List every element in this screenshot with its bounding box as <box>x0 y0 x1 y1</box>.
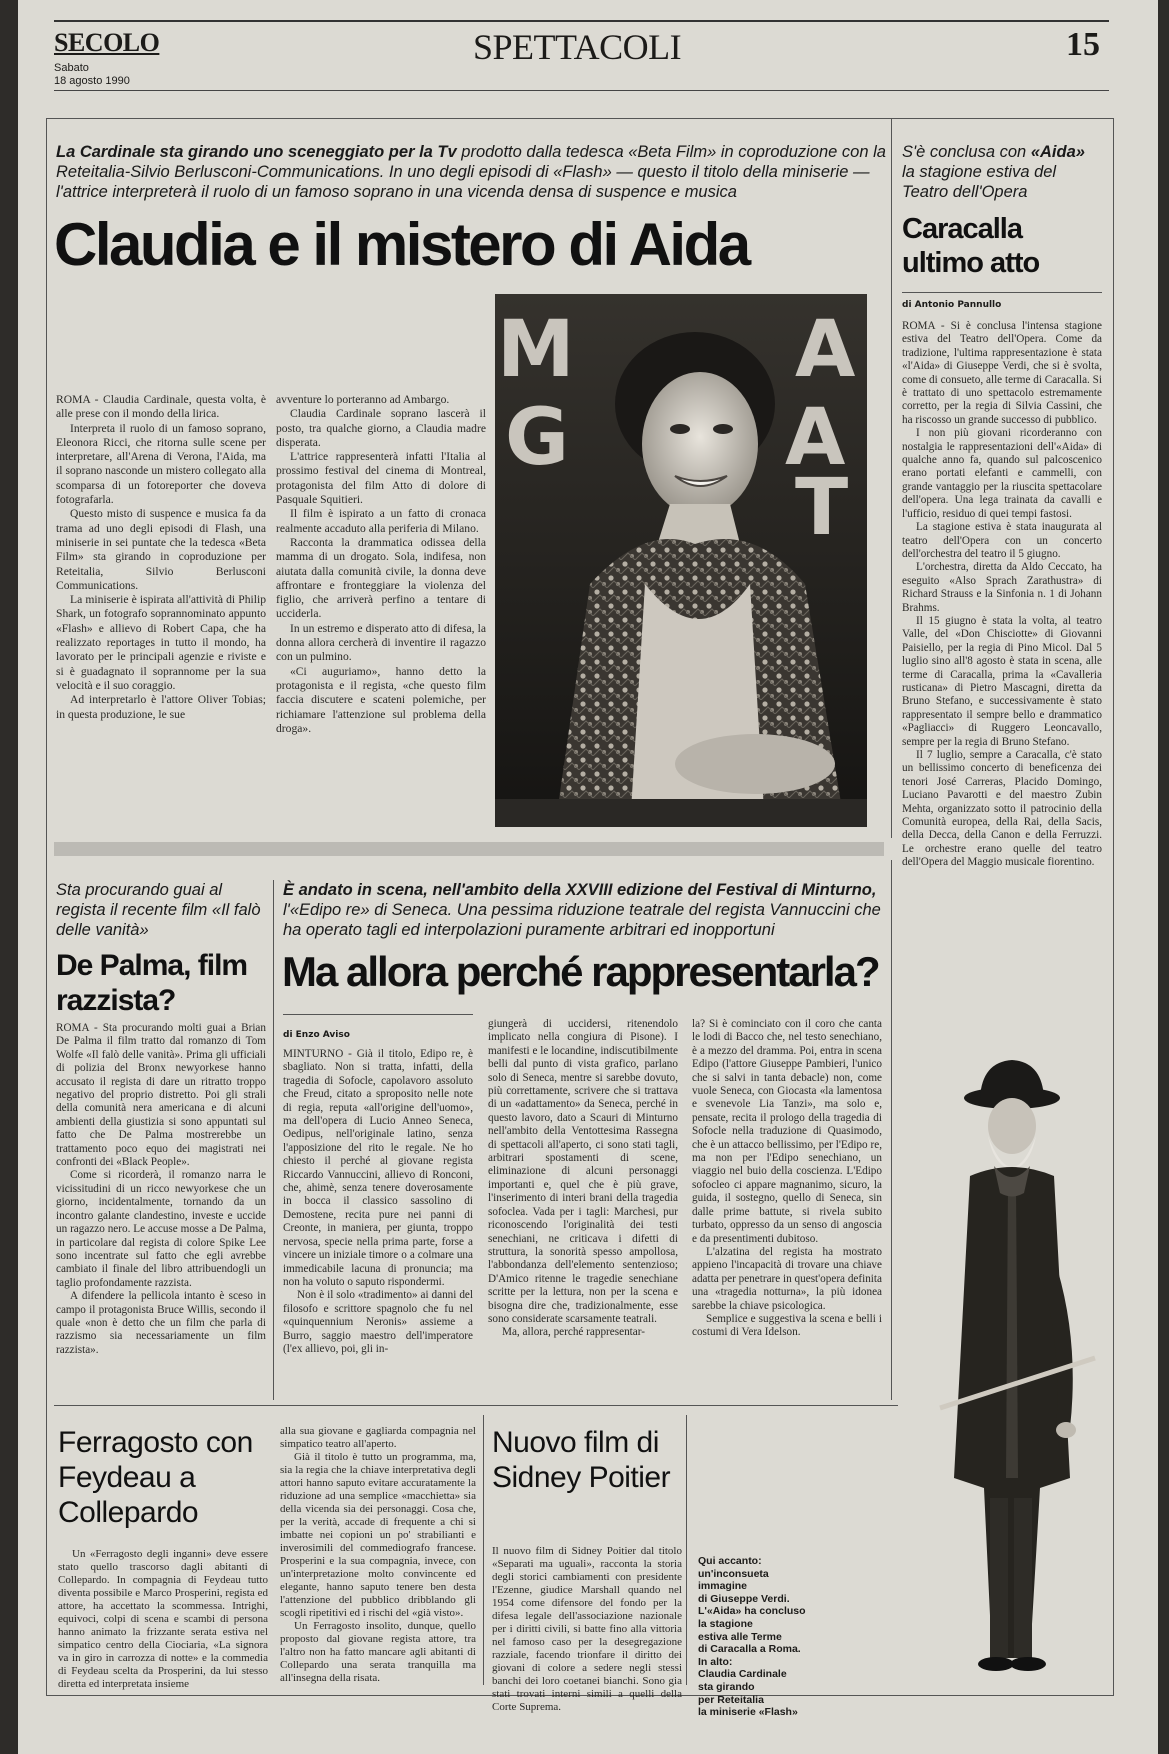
caption-line: di Giuseppe Verdi. <box>698 1592 790 1605</box>
edipo-paragraph: L'alzatina del regista ha mostrato appieno l'incapacità di trovare una chiave adatta per penetrare in quest'opera definita una «tragedia notturna», la più idonea sarebbe la chiave psicologica. <box>692 1245 882 1312</box>
backdrop-letter: A <box>795 305 856 395</box>
edipo-paragraph: Semplice e suggestiva la scena e belli i costumi di Vera Idelson. <box>692 1312 882 1339</box>
lead-paragraph: Questo misto di suspence e musica fa da trama ad uno degli episodi di Flash, una miniserie in sei puntate che la tedesca «Beta Film» sta girando in coproduzione per Reteitalia, Silvio Berlusconi Communications. <box>56 507 266 592</box>
caracalla-kicker-pre: S'è conclusa con <box>902 143 1031 161</box>
ferragosto-paragraph: alla sua giovane e gagliarda compagnia nel simpatico teatro all'aperto. <box>280 1425 476 1450</box>
top-rule <box>54 20 1109 22</box>
cardinale-photo-art <box>495 294 867 827</box>
caption-line: Qui accanto: <box>698 1555 762 1567</box>
caracalla-text <box>902 320 1102 870</box>
caption-line: di Caracalla a Roma. <box>698 1643 801 1656</box>
section-band <box>54 842 884 856</box>
caracalla-kicker-bold: «Aida» <box>1030 143 1085 161</box>
depalma-paragraph: A difendere la pellicola intanto è sceso in campo il protagonista Bruce Willis, secondo il quale «non è detto che un film che parla di razzismo sia necessariamente un film razzista». <box>56 1290 266 1356</box>
caracalla-kicker-rest: la stagione estiva del Teatro dell'Opera <box>902 163 1057 201</box>
edipo-column-3 <box>692 1018 882 1340</box>
caracalla-kicker <box>902 142 1102 202</box>
edipo-column-2 <box>488 1018 678 1340</box>
edipo-paragraph: la? Si è cominciato con il coro che canta le lodi di Bacco che, nel testo senechiano, è a mezzo del dramma. Poi, entra in scena Edipo (l'attore Giuseppe Pambieri, l'unico che si salvi in tanta debacle) non, come vuole Seneca, con Giocasta «la lamentosa e svenevole Lia Tanzi», ma solo e, pensate, recita il prologo della tragedia di Sofocle nella traduzione di Quasimodo, che è un attacco bellissimo, per l'Edipo re, ma non per l'Edipo senechiano, un viaggio nel buio della coscienza. L'Edipo sofocleo ci appare magnanimo, sicuro, la guida, il sostegno, quello di Seneca, sin dalle prime battute, si rivela subito turbato, oppresso da un senso di angoscia e da presentimenti dubitoso. <box>692 1018 882 1245</box>
edipo-kicker-line-1: È andato in scena, nell'ambito della XXVIII edizione del Festival di Minturno, <box>283 881 877 899</box>
lead-kicker-bold: La Cardinale sta girando uno sceneggiato per la Tv <box>56 143 457 161</box>
lead-column-2 <box>276 393 486 736</box>
caracalla-paragraph: La stagione estiva è stata inaugurata al teatro dell'Opera con un concerto dell'orchestra del teatro il 5 giugno. <box>902 521 1102 560</box>
lead-headline: Claudia e il mistero di Aida <box>54 211 749 278</box>
backdrop-letter: G <box>505 393 570 483</box>
edipo-paragraph: giungerà di uccidersi, ritenendolo implicato nella congiura di Pisone). I manifesti e le locandine, indiscutibilmente belli dal punto di vista grafico, parlano solo di Seneca, mentre si sarebbe dovuto, più correttamente, scrivere che si trattava di un «adattamento» da Seneca, perché in questo lavoro, dato a Scauri di Minturno nell'ambito della Ventottesima Rassegna di spettacoli all'aperto, ci sono stati tagli, arbitrari spostamenti di scene, eliminazione di alcuni personaggi importanti e, quel che è più grave, l'inserimento di interi brani della tragedia sofoclea. Vada per i tagli: Marchesi, pur riconoscendo l'originalità dei testi senechiani, ne criticava i difetti di struttura, la sonorità spesso ampollosa, l'abbondanza dell'elemento sentenzioso; D'Amico ritenne le tragedie senechiane scritte per la lettura, non per la scena e bisogna dire che, tradizionalmente, esse sono considerate scarsamente teatrali. <box>488 1018 678 1325</box>
column-rule <box>686 1415 687 1685</box>
newspaper-logo: SECOLO <box>54 28 160 57</box>
lead-paragraph: Claudia Cardinale soprano lascerà il posto, tra qualche giorno, a Claudia madre disperata. <box>276 407 486 449</box>
edipo-paragraph: Non è il solo «tradimento» ai danni del filosofo e scrittore spagnolo che fu nel «quinquennium Neronis» assieme a Burro, saggio maestro dell'imperatore (l'ex allievo, poi, gli in- <box>283 1289 473 1355</box>
edipo-column-1 <box>283 1048 473 1356</box>
edipo-kicker-line-2: l'«Edipo re» di Seneca. Una pessima riduzione teatrale del regista Vannuccini che ha operato tagli ed interpolazioni puramente arbitrari ed inopportuni <box>283 901 881 939</box>
lead-kicker-rest: prodotto dalla tedesca «Beta Film» in coproduzione con la Reteitalia-Silvio Berlusconi-Communications. In uno degli episodi di «Flash» — questo il titolo della miniserie — l'attrice interpreterà il ruolo di un famoso soprano in una vicenda densa di suspence e musica <box>56 143 886 201</box>
edipo-headline: Ma allora perché rappresentarla? <box>282 948 879 995</box>
section-rule <box>54 1405 898 1406</box>
edipo-paragraph: MINTURNO - Già il titolo, Edipo re, è sbagliato. Non si tratta, infatti, della tragedia di Sofocle, capolavoro assoluto che Freud, citato a sproposito nelle note di regia, reputa «all'origine dell'uomo», ma dell'opera di Lucio Anneo Seneca, Oedipus, nell'originale latino, senza l'apposizione del rito le regale. Ne ho chiesto il perché al giovane regista Riccardo Vannuccini, allievo di Ronconi, che, ahimè, senza tenere doverosamente in bocca il classico sassolino di Demostene, recita pure nei panni di Creonte, in maniera, per giunta, troppo nervosa, specie nella prima parte, forse a vincere un iniziale timore o a colmare una immedicabile lacuna di pronuncia; ma non ha voluto o saputo rispondermi. <box>283 1048 473 1288</box>
column-rule <box>483 1415 484 1685</box>
depalma-paragraph: Come si ricorderà, il romanzo narra le vicissitudini di un ricco newyorkese che un giorno, incidentalmente, tornando da un incontro galante clandestino, investe e uccide un ragazzo nero. Le accuse mosse a De Palma, in particolare dal regista di colore Spike Lee sono incentrate sul fatto che egli avrebbe cambiato il finale del libro attribuendogli un taglio profondamente razzista. <box>56 1169 266 1289</box>
backdrop-letter: T <box>795 463 849 553</box>
lead-column-1 <box>56 393 266 722</box>
photo-caption <box>698 1555 838 1719</box>
caption-line: estiva alle Terme <box>698 1630 782 1643</box>
backdrop-letter: A <box>785 393 846 483</box>
lead-paragraph: Interpreta il ruolo di un famoso soprano, Eleonora Ricci, che ritorna sulle scene per interpretare, all'Arena di Verona, l'Aida, ma il soprano nasconde un mistero collegato alla scomparsa di un fotoreporter che doveva fotografarla. <box>56 421 266 507</box>
caracalla-paragraph: I non più giovani ricorderanno con nostalgia le rappresentazioni dell'«Aida» di qualche anno fa, quando sul palcoscenico erano portati elefanti e cammelli, con grande vantaggio per la riuscita spettacolare dell'opera. Una lega trainata da cavalli e l'ufficio, residuo di quei tempi fastosi. <box>902 427 1102 520</box>
caption-line: In alto: <box>698 1655 733 1668</box>
depalma-kicker: Sta procurando guai al regista il recente film «Il falò delle vanità» <box>56 881 261 939</box>
caracalla-paragraph: Il 7 luglio, sempre a Caracalla, c'è stato un bellissimo concerto di beneficenza dei tenori José Carreras, Placido Domingo, Luciano Pavarotti e del maestro Zubin Mehta, organizzato sotto il patrocinio della Comunità europea, della Rai, della Sacis, della Decca, della Canon e della Ferruzzi. Le orchestre erano quelle del teatro dell'Opera del Maggio musicale fiorentino. <box>902 749 1102 869</box>
newspaper-page <box>18 0 1158 1754</box>
ferragosto-paragraph: Un «Ferragosto degli inganni» deve essere stato quello trascorso dagli abitanti di Collepardo. In compagnia di Feydeau tutto diventa possibile e Marco Prosperini, regista ed attore, ha accettato la scommessa. Intrighi, equivoci, colpi di scena e scambi di persona hanno animato la frizzante serata estiva nel simpatico centro della Ciociaria, «La signora va in giro in carrozza di notte» e la commedia di Feydeau scelta da Prosperini, da lui stesso diretta ed interpretata insieme <box>58 1548 268 1690</box>
lead-paragraph: Il film è ispirato a un fatto di cronaca realmente accaduto alla periferia di Milano. <box>276 507 486 535</box>
backdrop-letter: M <box>497 305 575 395</box>
ferragosto-paragraph: Un Ferragosto insolito, dunque, quello proposto dal giovane regista attore, tra l'altro non ha fatto mancare agli abitanti di Collepardo una serata tranquilla ma all'insegna della risata. <box>280 1620 476 1684</box>
ferragosto-paragraph: Già il titolo è tutto un programma, ma, sia la regia che la chiave interpretativa degli attori hanno saputo evitare accuratamente la riduzione ad una semplice «macchietta» sia della vicenda sia dei personaggi. Cosa che, per la verità, accade di frequente a chi si imbatte nei copioni un po' strabilianti e inverosimili del commediografo francese. Prosperini e la sua compagnia, invece, con un'interpretazione molto convincente ed elegante, hanno saputo tenere ben desta l'attenzione del pubblico dribblando gli scogli ripetitivi ed i rischi del «già visto». <box>280 1451 476 1619</box>
page-number: 15 <box>1066 26 1100 63</box>
byline-rule <box>902 292 1102 293</box>
poitier-paragraph: Il nuovo film di Sidney Poitier dal titolo «Separati ma uguali», racconta la storia degli storici cambiamenti con presidente l'Ezenne, giudice Marshall quando nel 1954 come difensore del fondo per la difesa legale dell'associazione nazionale per i diritti civili, si batte fino alla vittoria nel famoso caso per la desegregazione razziale, facendo trionfare il diritto dei giovani di colore a sedere negli stessi banchi dei loro coetanei bianchi. Sono gia stati trovati interni simili a quelli della Corte Suprema. <box>492 1545 682 1713</box>
lead-paragraph: L'attrice rappresenterà infatti l'Italia al prossimo festival del cinema di Montreal, protagonista del film Atto di dolore di Pasquale Squitieri. <box>276 450 486 507</box>
column-rule <box>273 880 274 1400</box>
verdi-photo <box>920 1058 1108 1718</box>
caption-line: sta girando <box>698 1680 755 1693</box>
lead-paragraph: In un estremo e disperato atto di difesa, la donna allora cercherà di inventire il ragazzo con un pulmino. <box>276 621 486 664</box>
ferragosto-headline: Ferragosto con Feydeau a Collepardo <box>58 1426 253 1529</box>
lead-paragraph: La miniserie è ispirata all'attività di Philip Shark, un fotografo soprannominato appunto «Flash» e allievo di Robert Capa, che ha realizzato reportages in tutto il mondo, ha lavorato per le principali agenzie e riviste e si è guadagnato il soprannome per la sua velocità e il suo coraggio. <box>56 593 266 692</box>
lead-paragraph: avventure lo porteranno ad Ambargo. <box>276 393 450 406</box>
issue-date-text: 18 agosto 1990 <box>54 75 130 87</box>
edipo-kicker <box>283 880 883 940</box>
ferragosto-column-2 <box>280 1425 476 1685</box>
lead-paragraph: Ad interpretarlo è l'attore Oliver Tobias; in questa produzione, le sue <box>56 693 266 721</box>
caption-line: la stagione <box>698 1617 753 1630</box>
issue-day: Sabato <box>54 62 89 74</box>
caption-line: la miniserie «Flash» <box>698 1706 798 1719</box>
depalma-headline: De Palma, film razzista? <box>56 949 248 1017</box>
depalma-paragraph: ROMA - Sta procurando molti guai a Brian De Palma il film tratto dal romanzo di Tom Wolfe «Il falò delle vanità». Prima gli ufficiali di polizia del Bronx newyorkese hanno accusato il regista di dare un ritratto troppo negativo del proprio distretto. Poi gli strali della comunità nera americana e di alcuni ambienti della giustizia si sono appuntati sul fatto che De Palma mostrerebbe un trattamento poco equo dei magistrati nei confronti dei «Black People». <box>56 1022 266 1169</box>
depalma-text <box>56 1022 266 1357</box>
column-rule <box>891 860 892 1400</box>
edipo-paragraph: Ma, allora, perché rappresentar- <box>502 1326 645 1339</box>
caption-line: immagine <box>698 1580 748 1593</box>
lead-paragraph: ROMA - Claudia Cardinale, questa volta, è alle prese con il mondo della lirica. <box>56 393 266 421</box>
caption-line: L'«Aida» ha concluso <box>698 1605 806 1618</box>
lead-paragraph: Racconta la drammatica odissea della mamma di un drogato. Sola, indifesa, non aiutata dalla comunità civile, la donna deve affrontare e fronteggiare la violenza del figlio, che arriverà perfino a tentare di ucciderla. <box>276 535 486 621</box>
poitier-headline: Nuovo film di Sidney Poitier <box>492 1426 671 1494</box>
lead-kicker <box>56 142 888 202</box>
caracalla-paragraph: L'orchestra, diretta da Aldo Ceccato, ha eseguito «Also Sprach Zarathustra» di Richard Strauss e la Sinfonia n. 1 di Johann Brahms. <box>902 561 1102 614</box>
caracalla-paragraph: ROMA - Si è conclusa l'intensa stagione estiva del Teatro dell'Opera. Come da tradizione, l'ultima rappresentazione è stata «l'Aida» di Giuseppe Verdi, che si è svolta, come di consueto, alle terme di Caracalla. Si è trattato di uno spettacolo estremamente corretto, per la regia di Silvia Cassini, che ha riscosso un grande successo di pubblico. <box>902 320 1102 426</box>
caracalla-paragraph: Il 15 giugno è stata la volta, al teatro Valle, del «Don Chisciotte» di Giovanni Paisiello, per la regia di Pino Micol. Dal 5 luglio sino all'8 agosto è stata in scena, alle terme di Caracalla, prima la «Cavalleria rusticana» di Pietro Mascagni, diretta da Bruno Stefano, e successivamente è stato rappresentato il sempre bello e drammatico «Pagliacci» di Ruggero Leoncavallo, sempre per la regia di Bruno Stefano. <box>902 614 1102 748</box>
poitier-text <box>492 1545 682 1714</box>
byline-rule <box>283 1014 473 1015</box>
header-rule <box>54 90 1109 91</box>
caption-line: Claudia Cardinale <box>698 1668 787 1681</box>
caption-line: un'inconsueta <box>698 1567 769 1580</box>
caption-line: per Reteitalia <box>698 1693 764 1706</box>
caracalla-byline: di Antonio Pannullo <box>902 300 1002 310</box>
lead-paragraph: «Ci auguriamo», hanno detto la protagonista e il regista, «che questo film faccia discutere e scateni polemiche, per richiamare l'attenzione sul problema della droga». <box>276 664 486 735</box>
edipo-byline: di Enzo Aviso <box>283 1030 350 1040</box>
section-title: SPETTACOLI <box>473 27 682 67</box>
issue-date <box>54 62 130 88</box>
ferragosto-column-1 <box>58 1548 268 1691</box>
verdi-figure-art <box>920 1058 1108 1718</box>
caracalla-headline: Caracalla ultimo atto <box>902 213 1040 279</box>
cardinale-photo <box>495 294 867 827</box>
